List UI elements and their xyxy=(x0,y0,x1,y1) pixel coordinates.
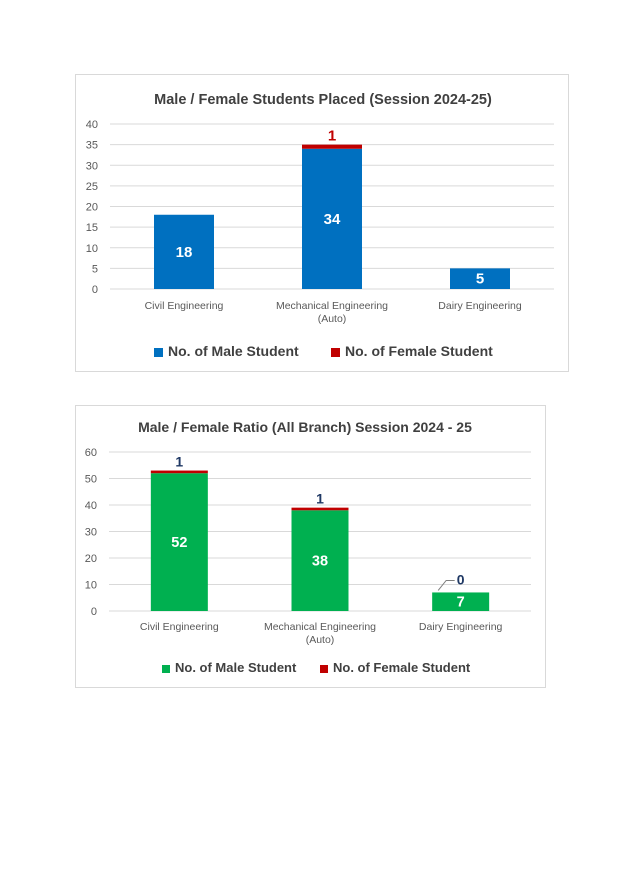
legend-swatch-male xyxy=(162,665,170,673)
chart-title: Male / Female Ratio (All Branch) Session 2024 - 25 xyxy=(138,419,472,435)
y-tick-label: 60 xyxy=(84,447,97,459)
chart-title: Male / Female Students Placed (Session 2024-25) xyxy=(154,92,492,108)
male-value-label: 38 xyxy=(311,553,329,570)
placed-students-chart-svg xyxy=(76,75,570,373)
female-value-label: 1 xyxy=(175,453,184,470)
x-tick-label: Mechanical Engineering xyxy=(263,621,377,633)
y-tick-label: 25 xyxy=(85,180,98,193)
gender-ratio-chart-svg xyxy=(76,406,547,689)
label-leader-line xyxy=(438,580,455,590)
y-tick-label: 40 xyxy=(85,119,98,131)
legend-label-female: No. of Female Student xyxy=(333,660,471,675)
male-value-label: 7 xyxy=(456,594,465,611)
y-tick-label: 20 xyxy=(85,201,98,214)
female-bar xyxy=(151,471,208,474)
legend-swatch-male xyxy=(154,348,163,357)
y-tick-label: 0 xyxy=(90,606,97,618)
female-bar xyxy=(292,508,349,511)
female-value-label: 1 xyxy=(327,127,337,145)
x-tick-label: Civil Engineering xyxy=(139,621,219,633)
male-value-label: 52 xyxy=(171,535,188,552)
female-value-label: 0 xyxy=(456,571,465,588)
y-tick-label: 35 xyxy=(85,139,98,152)
gender-ratio-chart xyxy=(75,405,546,688)
legend-label-male: No. of Male Student xyxy=(175,660,297,675)
legend-label-female: No. of Female Student xyxy=(345,343,493,359)
y-tick-label: 30 xyxy=(84,526,97,539)
female-bar xyxy=(302,145,362,149)
placed-students-chart xyxy=(75,74,569,372)
y-tick-label: 15 xyxy=(85,222,98,235)
x-tick-label: Dairy Engineering xyxy=(418,621,503,633)
male-value-label: 5 xyxy=(475,270,485,288)
legend-swatch-female xyxy=(320,665,328,673)
y-tick-label: 0 xyxy=(91,284,98,296)
y-tick-label: 10 xyxy=(85,242,98,255)
x-tick-label: Mechanical Engineering xyxy=(275,300,389,312)
y-tick-label: 30 xyxy=(85,160,98,173)
male-value-label: 18 xyxy=(175,243,193,261)
y-tick-label: 50 xyxy=(84,473,97,486)
female-value-label: 1 xyxy=(316,490,324,507)
y-tick-label: 10 xyxy=(84,579,97,592)
x-tick-label: (Auto) xyxy=(305,634,335,646)
x-tick-label: Dairy Engineering xyxy=(438,300,522,312)
y-tick-label: 5 xyxy=(91,263,98,276)
y-tick-label: 40 xyxy=(84,500,97,512)
x-tick-label: (Auto) xyxy=(317,313,347,325)
legend-swatch-female xyxy=(331,348,340,357)
x-tick-label: Civil Engineering xyxy=(144,300,224,312)
legend-label-male: No. of Male Student xyxy=(168,343,299,359)
male-value-label: 34 xyxy=(323,210,341,228)
y-tick-label: 20 xyxy=(84,553,97,565)
